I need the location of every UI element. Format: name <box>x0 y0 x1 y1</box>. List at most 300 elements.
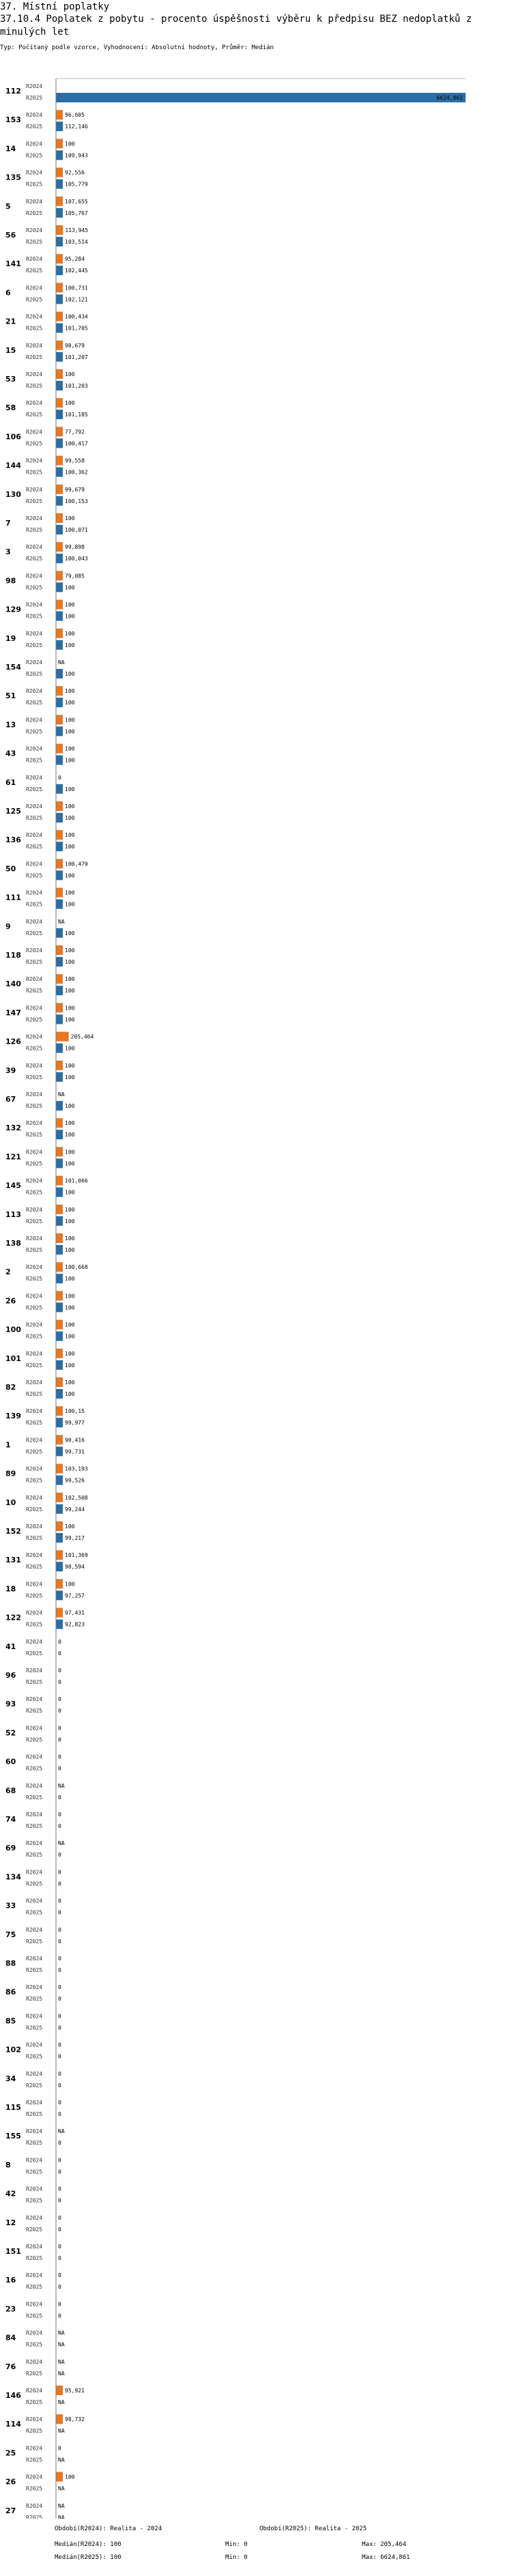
series-label: R2024 <box>26 1293 43 1300</box>
series-label: R2024 <box>26 688 43 695</box>
series-label: R2024 <box>26 2301 43 2308</box>
bar-r2025 <box>56 1216 63 1226</box>
series-label: R2024 <box>26 1956 43 1962</box>
data-label: 100,15 <box>65 1408 85 1415</box>
series-label: R2024 <box>26 918 43 925</box>
data-label: 100,071 <box>65 527 88 533</box>
category-label: 89 <box>5 1469 16 1478</box>
bar-r2024 <box>56 715 63 724</box>
series-label: R2024 <box>26 2128 43 2135</box>
series-label: R2025 <box>26 584 43 591</box>
data-label: 0 <box>58 2197 61 2204</box>
series-label: R2024 <box>26 1264 43 1271</box>
data-label: 100 <box>65 803 75 810</box>
data-label: 0 <box>58 1708 61 1715</box>
data-label: 100 <box>65 371 75 377</box>
series-label: R2024 <box>26 1984 43 1991</box>
series-label: R2025 <box>26 1477 43 1484</box>
bar-r2025 <box>56 582 63 592</box>
series-label: R2025 <box>26 671 43 677</box>
category-label: 140 <box>5 979 21 989</box>
bar-r2025 <box>56 1418 63 1427</box>
series-label: R2025 <box>26 239 43 245</box>
category-label: 39 <box>5 1065 16 1075</box>
data-label: 0 <box>58 2244 61 2250</box>
series-label: R2024 <box>26 2388 43 2394</box>
bar-r2025 <box>56 784 63 794</box>
series-label: R2024 <box>26 112 43 119</box>
series-label: R2024 <box>26 947 43 954</box>
data-label: 0 <box>58 1967 61 1973</box>
data-label: 100 <box>65 717 75 724</box>
series-label: R2025 <box>26 1736 43 1743</box>
bar-r2024 <box>56 1118 63 1128</box>
series-label: R2024 <box>26 371 43 377</box>
data-label: 100 <box>65 832 75 839</box>
category-label: 43 <box>5 749 16 758</box>
category-label: 42 <box>5 2189 16 2199</box>
data-label: 99,217 <box>65 1535 85 1541</box>
bar-r2024 <box>56 427 63 436</box>
data-label: 0 <box>58 1869 61 1876</box>
category-label: 131 <box>5 1556 21 1565</box>
category-label: 3 <box>5 547 11 557</box>
bar-r2025 <box>56 496 63 506</box>
data-label: NA <box>58 2358 65 2365</box>
data-label: 100 <box>65 901 75 908</box>
data-label: 102,121 <box>65 296 88 303</box>
category-label: 114 <box>5 2420 21 2429</box>
data-label: 98,732 <box>65 2416 85 2423</box>
series-label: R2024 <box>26 515 43 521</box>
data-label: 0 <box>58 1668 61 1674</box>
data-label: 0 <box>58 1996 61 2003</box>
bar-r2024 <box>56 197 63 206</box>
category-label: 93 <box>5 1700 16 1709</box>
series-label: R2025 <box>26 498 43 504</box>
series-label: R2024 <box>26 285 43 291</box>
bar-r2024 <box>56 456 63 466</box>
series-label: R2025 <box>26 2457 43 2463</box>
bar-r2025 <box>56 1072 63 1082</box>
series-label: R2024 <box>26 1668 43 1674</box>
data-label: 100 <box>65 1304 75 1311</box>
data-label: 92,556 <box>65 169 85 176</box>
series-label: R2025 <box>26 1852 43 1859</box>
series-label: R2025 <box>26 2514 43 2519</box>
series-label: R2025 <box>26 325 43 332</box>
series-label: R2025 <box>26 1074 43 1081</box>
category-label: 111 <box>5 893 21 902</box>
data-label: 0 <box>58 1984 61 1991</box>
data-label: 100 <box>65 700 75 706</box>
data-label: 100 <box>65 1206 75 1213</box>
data-label: 100 <box>65 959 75 965</box>
legend-r2024-name: Období(R2024): Realita - 2024 <box>55 2525 162 2532</box>
data-label: 100 <box>65 671 75 677</box>
data-label: 100 <box>65 930 75 936</box>
series-label: R2024 <box>26 1177 43 1184</box>
bar-r2024 <box>56 283 63 292</box>
bar-r2025 <box>56 1274 63 1283</box>
series-label: R2025 <box>26 1304 43 1311</box>
series-label: R2025 <box>26 296 43 303</box>
series-label: R2024 <box>26 1754 43 1760</box>
data-label: 0 <box>58 1880 61 1887</box>
series-label: R2025 <box>26 440 43 447</box>
series-label: R2025 <box>26 700 43 706</box>
category-label: 26 <box>5 2477 16 2487</box>
data-label: 99,731 <box>65 1448 85 1455</box>
category-label: 51 <box>5 691 16 701</box>
data-label: 0 <box>58 1938 61 1945</box>
series-label: R2024 <box>26 1494 43 1501</box>
data-label: 77,792 <box>65 429 85 435</box>
category-label: 5 <box>5 201 11 211</box>
series-label: R2025 <box>26 728 43 735</box>
data-label: 0 <box>58 1736 61 1743</box>
bar-r2025 <box>56 1590 63 1600</box>
data-label: 100 <box>65 2474 75 2480</box>
series-label: R2025 <box>26 1794 43 1801</box>
data-label: 0 <box>58 1909 61 1916</box>
series-label: R2024 <box>26 630 43 637</box>
data-label: 100 <box>65 745 75 752</box>
data-label: 100 <box>65 1103 75 1109</box>
series-label: R2024 <box>26 2474 43 2480</box>
legend-r2025-median: Medián(R2025): 100 <box>55 2554 122 2561</box>
bar-r2024 <box>56 2414 63 2424</box>
data-label: 0 <box>58 2053 61 2060</box>
category-label: 10 <box>5 1498 16 1507</box>
series-label: R2024 <box>26 544 43 551</box>
bar-r2024 <box>56 1147 63 1156</box>
series-label: R2024 <box>26 659 43 666</box>
category-label: 155 <box>5 2132 21 2141</box>
data-label: 0 <box>58 1812 61 1818</box>
data-label: NA <box>58 918 65 925</box>
category-label: 23 <box>5 2304 16 2314</box>
category-label: 98 <box>5 576 16 586</box>
bar-r2024 <box>56 830 63 840</box>
category-label: 151 <box>5 2247 21 2256</box>
bar-r2025 <box>56 121 63 131</box>
series-label: R2025 <box>26 210 43 216</box>
bar-r2024 <box>56 1550 63 1560</box>
bar-r2025 <box>56 294 63 304</box>
category-label: 101 <box>5 1354 21 1363</box>
data-label: 205,464 <box>70 1033 94 1040</box>
series-label: R2024 <box>26 1149 43 1156</box>
data-label: 102,445 <box>65 268 88 274</box>
series-label: R2025 <box>26 152 43 159</box>
series-label: R2025 <box>26 1362 43 1369</box>
bar-r2024 <box>56 225 63 235</box>
bar-r2024 <box>56 485 63 494</box>
bar-r2024 <box>56 1032 69 1042</box>
data-label: 100 <box>65 872 75 879</box>
series-label: R2025 <box>26 1391 43 1397</box>
series-label: R2024 <box>26 1898 43 1904</box>
series-label: R2024 <box>26 1581 43 1588</box>
data-label: 0 <box>58 2140 61 2147</box>
bar-r2024 <box>56 1579 63 1588</box>
series-label: R2024 <box>26 803 43 810</box>
data-label: NA <box>58 2330 65 2336</box>
series-label: R2025 <box>26 1160 43 1167</box>
data-label: 0 <box>58 1765 61 1772</box>
series-label: R2025 <box>26 1420 43 1427</box>
bar-r2024 <box>56 1406 63 1416</box>
category-label: 19 <box>5 633 16 643</box>
series-label: R2024 <box>26 1206 43 1213</box>
data-label: 100 <box>65 1350 75 1357</box>
series-label: R2025 <box>26 2341 43 2348</box>
data-label: 100,668 <box>65 1264 88 1271</box>
series-label: R2025 <box>26 556 43 562</box>
series-label: R2025 <box>26 1650 43 1657</box>
data-label: 100 <box>65 1189 75 1196</box>
data-label: 99,526 <box>65 1477 85 1484</box>
data-label: 100 <box>65 988 75 994</box>
series-label: R2025 <box>26 757 43 764</box>
bar-r2025 <box>56 1476 63 1485</box>
series-label: R2024 <box>26 1350 43 1357</box>
series-label: R2025 <box>26 95 43 101</box>
series-label: R2025 <box>26 1765 43 1772</box>
data-label: 100,417 <box>65 440 88 447</box>
bar-r2025 <box>56 842 63 851</box>
series-label: R2025 <box>26 1247 43 1253</box>
bar-r2025 <box>56 1044 63 1053</box>
series-label: R2024 <box>26 1523 43 1530</box>
data-label: 112,146 <box>65 124 88 130</box>
data-label: 0 <box>58 2313 61 2319</box>
data-label: 95,284 <box>65 256 85 263</box>
bar-r2025 <box>56 726 63 736</box>
bar-r2024 <box>56 571 63 580</box>
data-label: 100,479 <box>65 861 88 868</box>
bar-r2025 <box>56 900 63 909</box>
data-label: 103,193 <box>65 1465 88 1472</box>
data-label: NA <box>58 1091 65 1098</box>
category-label: 15 <box>5 345 16 355</box>
data-label: 0 <box>58 1638 61 1645</box>
bar-r2025 <box>56 410 63 419</box>
data-label: 101,369 <box>65 1552 88 1559</box>
bar-r2025 <box>56 1245 63 1255</box>
category-label: 76 <box>5 2362 16 2371</box>
series-label: R2024 <box>26 1091 43 1098</box>
legend-r2024-max: Max: 205,464 <box>362 2541 407 2548</box>
data-label: 100 <box>65 889 75 896</box>
legend-r2025-max: Max: 6624,861 <box>362 2554 410 2561</box>
series-label: R2025 <box>26 383 43 389</box>
category-label: 69 <box>5 1844 16 1853</box>
legend-r2024-min: Min: 0 <box>225 2541 248 2548</box>
data-label: 0 <box>58 1898 61 1904</box>
data-label: 99,679 <box>65 486 85 493</box>
bar-r2024 <box>56 1377 63 1387</box>
category-label: 26 <box>5 1296 16 1306</box>
series-label: R2024 <box>26 832 43 839</box>
data-label: 100 <box>65 141 75 147</box>
category-label: 53 <box>5 375 16 384</box>
data-label: 0 <box>58 2042 61 2048</box>
data-label: 100 <box>65 1218 75 1225</box>
data-label: 0 <box>58 2214 61 2221</box>
data-label: 100 <box>65 515 75 521</box>
data-label: NA <box>58 1840 65 1847</box>
category-label: 122 <box>5 1613 21 1622</box>
data-label: 99,898 <box>65 544 85 551</box>
category-label: 7 <box>5 519 11 528</box>
data-label: NA <box>58 2514 65 2519</box>
bar-r2025 <box>56 93 466 102</box>
bar-r2024 <box>56 859 63 868</box>
category-label: 135 <box>5 173 21 182</box>
series-label: R2025 <box>26 1045 43 1052</box>
category-label: 134 <box>5 1872 21 1882</box>
bar-r2024 <box>56 139 63 148</box>
data-label: 100 <box>65 1235 75 1242</box>
series-label: R2025 <box>26 2255 43 2261</box>
data-label: 100 <box>65 1276 75 1283</box>
series-label: R2024 <box>26 573 43 579</box>
series-label: R2025 <box>26 901 43 908</box>
series-label: R2024 <box>26 2186 43 2192</box>
category-label: 82 <box>5 1383 16 1392</box>
bar-r2025 <box>56 1562 63 1571</box>
bar-r2025 <box>56 1446 63 1456</box>
series-label: R2025 <box>26 1506 43 1513</box>
data-label: 97,257 <box>65 1592 85 1599</box>
bar-r2025 <box>56 1360 63 1370</box>
series-label: R2025 <box>26 2313 43 2319</box>
data-label: NA <box>58 2370 65 2377</box>
data-label: 0 <box>58 2157 61 2164</box>
series-label: R2024 <box>26 2070 43 2077</box>
data-label: 0 <box>58 1794 61 1801</box>
category-label: 85 <box>5 2016 16 2026</box>
series-label: R2024 <box>26 83 43 89</box>
category-label: 153 <box>5 115 21 125</box>
series-label: R2024 <box>26 1926 43 1933</box>
series-label: R2024 <box>26 601 43 608</box>
category-label: 56 <box>5 231 16 240</box>
series-label: R2025 <box>26 2140 43 2147</box>
category-label: 9 <box>5 921 11 931</box>
series-label: R2024 <box>26 198 43 205</box>
category-label: 75 <box>5 1930 16 1939</box>
data-label: 100 <box>65 1293 75 1300</box>
bar-r2024 <box>56 254 63 263</box>
series-label: R2025 <box>26 1823 43 1829</box>
series-label: R2024 <box>26 1725 43 1732</box>
data-label: 100 <box>65 1333 75 1340</box>
data-label: NA <box>58 2399 65 2405</box>
bar-r2024 <box>56 801 63 811</box>
bar-r2024 <box>56 341 63 350</box>
bar-r2024 <box>56 542 63 552</box>
series-label: R2025 <box>26 1564 43 1571</box>
series-label: R2025 <box>26 844 43 850</box>
category-label: 141 <box>5 259 21 269</box>
data-label: 98,679 <box>65 342 85 349</box>
series-label: R2024 <box>26 227 43 233</box>
bar-r2024 <box>56 1205 63 1214</box>
series-label: R2025 <box>26 354 43 360</box>
category-label: 130 <box>5 489 21 499</box>
series-label: R2024 <box>26 1033 43 1040</box>
data-label: 109,943 <box>65 152 88 159</box>
data-label: 99,977 <box>65 1420 85 1427</box>
bar-r2024 <box>56 1233 63 1243</box>
series-label: R2024 <box>26 1638 43 1645</box>
data-label: 100,731 <box>65 285 88 291</box>
data-label: NA <box>58 2428 65 2435</box>
bar-r2024 <box>56 312 63 321</box>
data-label: 100 <box>65 1247 75 1253</box>
data-label: 100 <box>65 613 75 620</box>
data-label: 105,779 <box>65 181 88 188</box>
data-label: 101,705 <box>65 325 88 332</box>
series-label: R2025 <box>26 786 43 792</box>
series-label: R2025 <box>26 2370 43 2377</box>
legend-r2025-name: Období(R2025): Realita - 2025 <box>259 2525 367 2532</box>
series-label: R2024 <box>26 2244 43 2250</box>
data-label: 0 <box>58 1956 61 1962</box>
data-label: 0 <box>58 2100 61 2106</box>
series-label: R2025 <box>26 268 43 274</box>
data-label: 100 <box>65 1149 75 1156</box>
category-label: 139 <box>5 1412 21 1421</box>
series-label: R2025 <box>26 1880 43 1887</box>
bar-r2025 <box>56 813 63 822</box>
series-label: R2024 <box>26 486 43 493</box>
data-label: 95,921 <box>65 2388 85 2394</box>
data-label: 100 <box>65 1391 75 1397</box>
data-label: 100 <box>65 601 75 608</box>
category-label: 147 <box>5 1008 21 1018</box>
chart-subtitle: Typ: Počítaný podle vzorce, Vyhodnocení: Absolutní hodnoty, Průměr: Medián <box>0 44 274 51</box>
bar-r2024 <box>56 513 63 523</box>
series-label: R2025 <box>26 2111 43 2117</box>
legend-r2025-min: Min: 0 <box>225 2554 248 2561</box>
bar-r2025 <box>56 928 63 938</box>
category-label: 21 <box>5 317 16 326</box>
data-label: NA <box>58 659 65 666</box>
data-label: 0 <box>58 1696 61 1703</box>
data-label: NA <box>58 2128 65 2135</box>
data-label: NA <box>58 2457 65 2463</box>
bar-r2024 <box>56 168 63 177</box>
data-label: 0 <box>58 2284 61 2291</box>
data-label: 0 <box>58 1852 61 1859</box>
category-label: 2 <box>5 1268 11 1277</box>
data-label: 0 <box>58 2186 61 2192</box>
data-label: 100 <box>65 630 75 637</box>
series-label: R2025 <box>26 124 43 130</box>
data-label: 6624,861 <box>436 95 463 101</box>
category-label: 14 <box>5 144 16 154</box>
category-label: 52 <box>5 1728 16 1738</box>
series-label: R2024 <box>26 1840 43 1847</box>
data-label: NA <box>58 2502 65 2509</box>
data-label: 79,085 <box>65 573 85 579</box>
series-label: R2025 <box>26 527 43 533</box>
series-label: R2024 <box>26 1552 43 1559</box>
